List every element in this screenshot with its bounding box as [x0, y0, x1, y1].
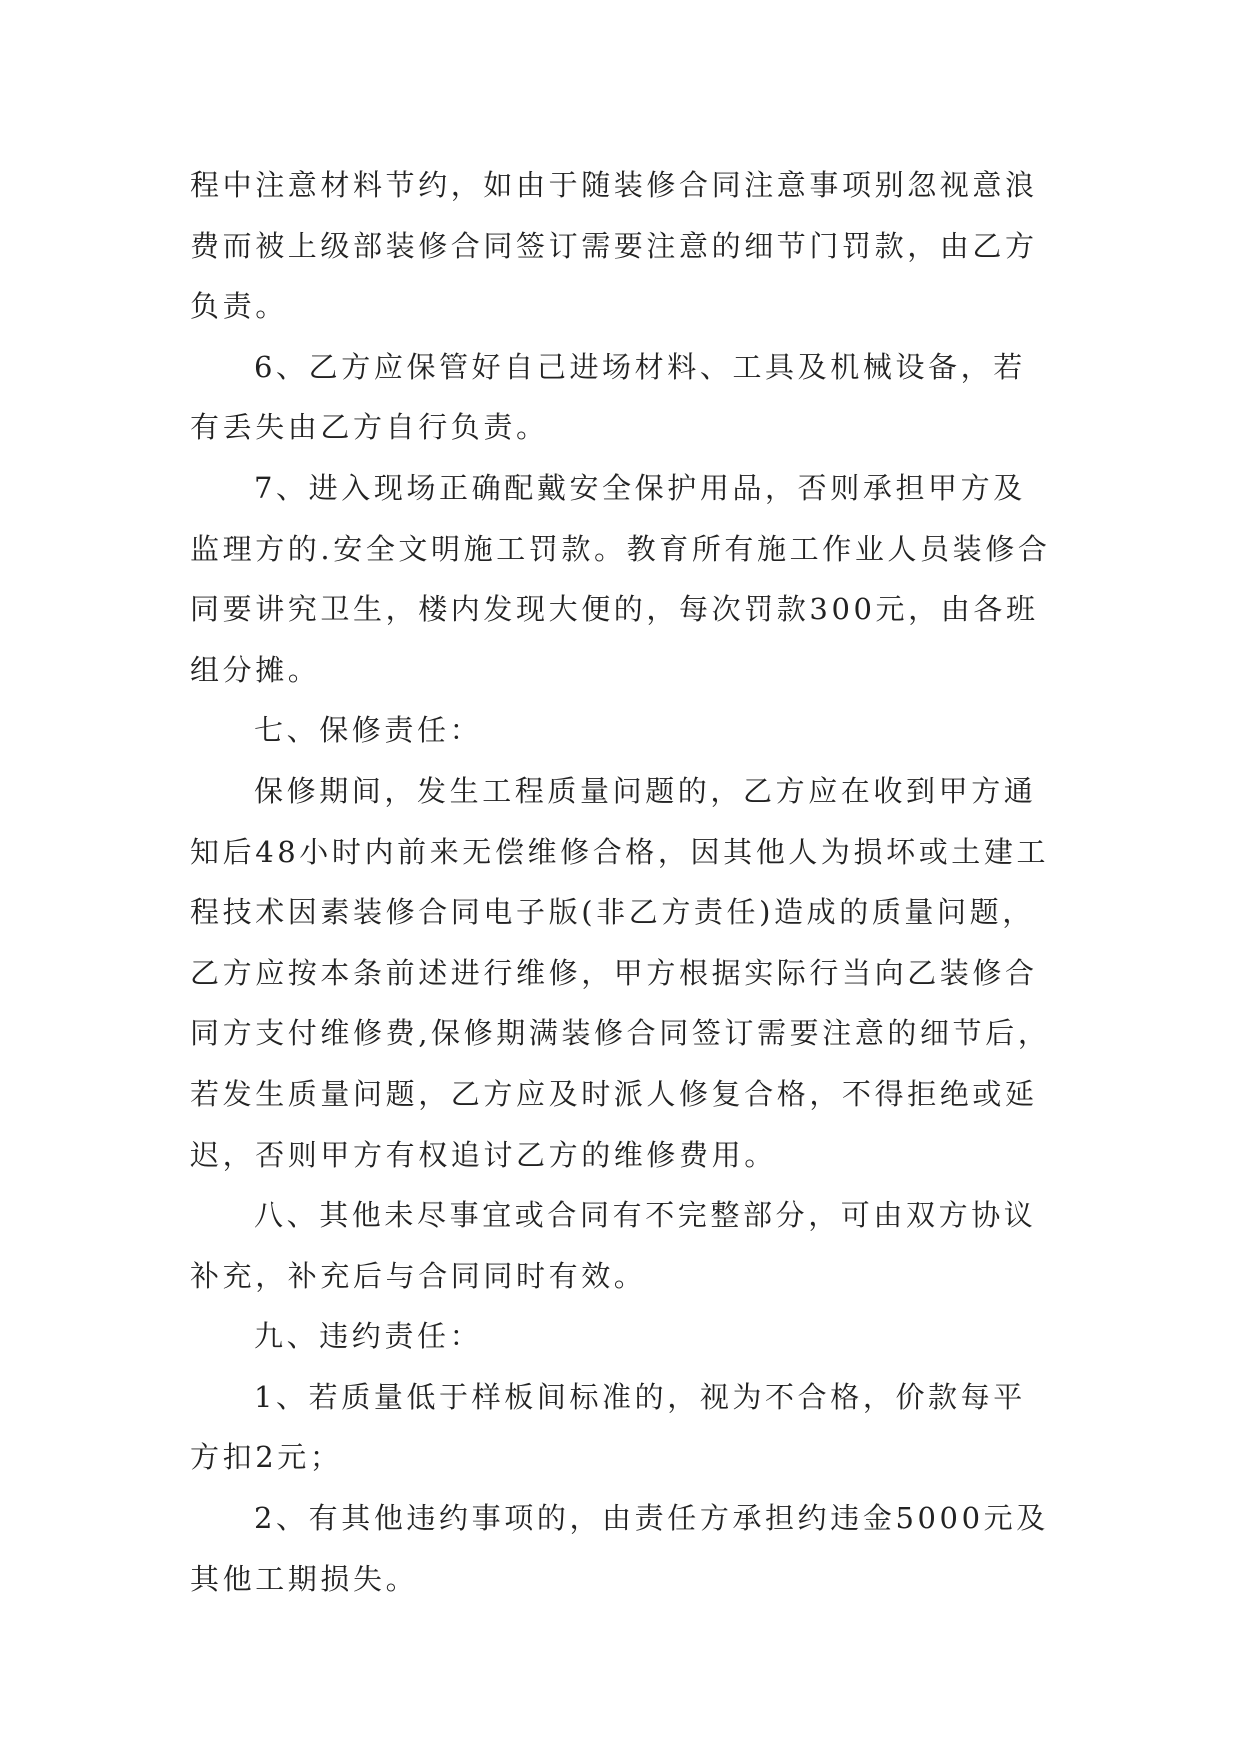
paragraph-item-7: 7、进入现场正确配戴安全保护用品，否则承担甲方及监理方的.安全文明施工罚款。教育所有施工作业人员装修合同要讲究卫生，楼内发现大便的，每次罚款300元，由各班组分摊。	[190, 470, 1051, 687]
paragraph-liability-1: 1、若质量低于样板间标准的，视为不合格，价款每平方扣2元；	[190, 1379, 1026, 1475]
section-heading-warranty: 七、保修责任：	[254, 713, 483, 748]
document-body	[190, 155, 1056, 1609]
section-heading-liability: 九、违约责任：	[254, 1319, 483, 1354]
paragraph-item-6: 6、乙方应保管好自己进场材料、工具及机械设备，若有丢失由乙方自行负责。	[190, 349, 1026, 445]
paragraph-liability-2: 2、有其他违约事项的，由责任方承担约违金5000元及其他工期损失。	[190, 1501, 1049, 1596]
section-other-matters: 八、其他未尽事宜或合同有不完整部分，可由双方协议补充，补充后与合同同时有效。	[190, 1198, 1037, 1293]
paragraph-warranty: 保修期间，发生工程质量问题的，乙方应在收到甲方通知后48小时内前来无偿维修合格，因其他人为损坏或土建工程技术因素装修合同电子版(非乙方责任)造成的质量问题，乙方应按本条前述进行维修，甲方根据实际行当向乙装修合同方支付维修费,保修期满装修合同签订需要注意的细节后，若发生质量问题，乙方应及时派人修复合格，不得拒绝或延迟，否则甲方有权追讨乙方的维修费用。	[190, 773, 1051, 1172]
paragraph-material-saving: 程中注意材料节约，如由于随装修合同注意事项别忽视意浪费而被上级部装修合同签订需要注意的细节门罚款，由乙方负责。	[190, 168, 1038, 324]
